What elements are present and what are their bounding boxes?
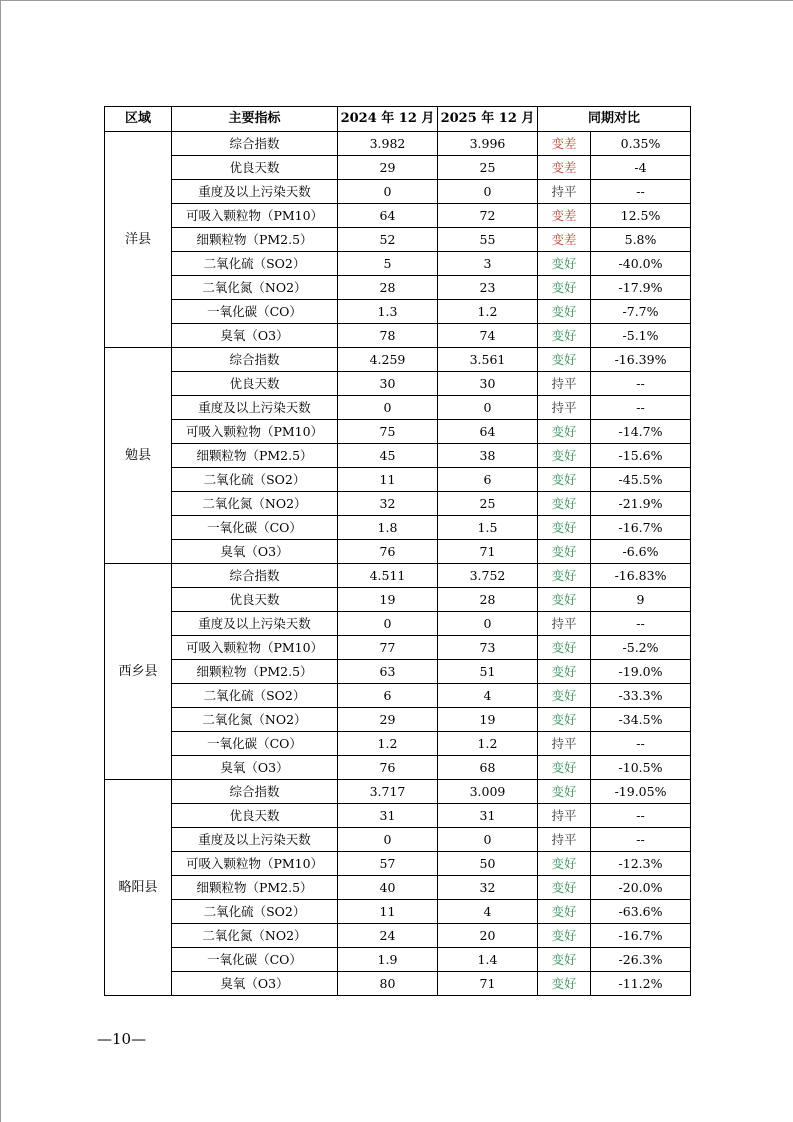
region-name: 勉县 — [105, 348, 172, 564]
change-value: -45.5% — [591, 468, 691, 492]
value-2025: 64 — [438, 420, 538, 444]
trend-label: 变好 — [538, 708, 591, 732]
trend-label: 变差 — [538, 228, 591, 252]
change-value: -11.2% — [591, 972, 691, 996]
change-value: -19.05% — [591, 780, 691, 804]
trend-label: 变好 — [538, 252, 591, 276]
value-2025: 32 — [438, 876, 538, 900]
change-value: -7.7% — [591, 300, 691, 324]
header-indicator: 主要指标 — [172, 107, 338, 132]
change-value: 5.8% — [591, 228, 691, 252]
table-row — [105, 660, 691, 684]
table-row — [105, 348, 691, 372]
value-2025: 3 — [438, 252, 538, 276]
change-value: -- — [591, 732, 691, 756]
change-value: -16.7% — [591, 924, 691, 948]
change-value: -6.6% — [591, 540, 691, 564]
page-edge-top — [0, 0, 793, 1]
table-row — [105, 540, 691, 564]
value-2024: 28 — [338, 276, 438, 300]
trend-label: 变好 — [538, 972, 591, 996]
table-row — [105, 300, 691, 324]
change-value: -14.7% — [591, 420, 691, 444]
trend-label: 变好 — [538, 276, 591, 300]
indicator-name: 优良天数 — [172, 372, 338, 396]
table-row — [105, 516, 691, 540]
value-2025: 25 — [438, 492, 538, 516]
table-row — [105, 444, 691, 468]
trend-label: 变好 — [538, 300, 591, 324]
indicator-name: 可吸入颗粒物（PM10） — [172, 852, 338, 876]
indicator-name: 综合指数 — [172, 780, 338, 804]
change-value: -- — [591, 396, 691, 420]
table-row — [105, 564, 691, 588]
trend-label: 变好 — [538, 564, 591, 588]
change-value: -- — [591, 372, 691, 396]
change-value: 9 — [591, 588, 691, 612]
trend-label: 变好 — [538, 660, 591, 684]
trend-label: 变好 — [538, 588, 591, 612]
value-2024: 6 — [338, 684, 438, 708]
change-value: -26.3% — [591, 948, 691, 972]
trend-label: 变差 — [538, 156, 591, 180]
header-2024-dec: 2024 年 12 月 — [338, 107, 438, 132]
value-2025: 6 — [438, 468, 538, 492]
table-row — [105, 972, 691, 996]
value-2025: 4 — [438, 900, 538, 924]
value-2025: 1.4 — [438, 948, 538, 972]
change-value: -5.1% — [591, 324, 691, 348]
indicator-name: 臭氧（O3） — [172, 540, 338, 564]
value-2024: 1.3 — [338, 300, 438, 324]
value-2024: 4.259 — [338, 348, 438, 372]
trend-label: 变好 — [538, 444, 591, 468]
value-2025: 3.752 — [438, 564, 538, 588]
trend-label: 变好 — [538, 540, 591, 564]
indicator-name: 臭氧（O3） — [172, 756, 338, 780]
indicator-name: 臭氧（O3） — [172, 324, 338, 348]
value-2024: 45 — [338, 444, 438, 468]
indicator-name: 一氧化碳（CO） — [172, 948, 338, 972]
value-2025: 38 — [438, 444, 538, 468]
table-row — [105, 732, 691, 756]
value-2024: 64 — [338, 204, 438, 228]
table-row — [105, 324, 691, 348]
value-2024: 29 — [338, 708, 438, 732]
value-2025: 1.5 — [438, 516, 538, 540]
value-2024: 77 — [338, 636, 438, 660]
value-2025: 71 — [438, 540, 538, 564]
value-2024: 1.9 — [338, 948, 438, 972]
change-value: -20.0% — [591, 876, 691, 900]
table-row — [105, 756, 691, 780]
indicator-name: 综合指数 — [172, 132, 338, 156]
change-value: -16.39% — [591, 348, 691, 372]
indicator-name: 一氧化碳（CO） — [172, 300, 338, 324]
value-2024: 11 — [338, 900, 438, 924]
table-row — [105, 420, 691, 444]
value-2024: 0 — [338, 828, 438, 852]
header-yoy-comparison: 同期对比 — [538, 107, 691, 132]
change-value: -12.3% — [591, 852, 691, 876]
trend-label: 变好 — [538, 516, 591, 540]
change-value: -- — [591, 828, 691, 852]
region-name: 西乡县 — [105, 564, 172, 780]
indicator-name: 重度及以上污染天数 — [172, 612, 338, 636]
indicator-name: 重度及以上污染天数 — [172, 180, 338, 204]
indicator-name: 优良天数 — [172, 588, 338, 612]
value-2024: 63 — [338, 660, 438, 684]
table-row — [105, 780, 691, 804]
table-row — [105, 828, 691, 852]
table-row — [105, 588, 691, 612]
change-value: -4 — [591, 156, 691, 180]
trend-label: 变好 — [538, 684, 591, 708]
table-row — [105, 180, 691, 204]
indicator-name: 一氧化碳（CO） — [172, 732, 338, 756]
change-value: -40.0% — [591, 252, 691, 276]
indicator-name: 二氧化硫（SO2） — [172, 684, 338, 708]
trend-label: 持平 — [538, 804, 591, 828]
value-2025: 0 — [438, 612, 538, 636]
table-header-row — [105, 107, 691, 132]
change-value: -34.5% — [591, 708, 691, 732]
trend-label: 持平 — [538, 180, 591, 204]
change-value: -- — [591, 612, 691, 636]
header-2025-dec: 2025 年 12 月 — [438, 107, 538, 132]
trend-label: 变好 — [538, 492, 591, 516]
change-value: -19.0% — [591, 660, 691, 684]
trend-label: 变好 — [538, 636, 591, 660]
trend-label: 变好 — [538, 924, 591, 948]
value-2024: 29 — [338, 156, 438, 180]
indicator-name: 细颗粒物（PM2.5） — [172, 876, 338, 900]
trend-label: 变差 — [538, 204, 591, 228]
air-quality-comparison-table — [104, 106, 691, 996]
value-2025: 3.996 — [438, 132, 538, 156]
indicator-name: 二氧化氮（NO2） — [172, 924, 338, 948]
page-edge-left — [0, 0, 1, 1122]
region-name: 略阳县 — [105, 780, 172, 996]
trend-label: 变好 — [538, 852, 591, 876]
value-2025: 30 — [438, 372, 538, 396]
change-value: -33.3% — [591, 684, 691, 708]
table-row — [105, 492, 691, 516]
value-2024: 32 — [338, 492, 438, 516]
value-2025: 72 — [438, 204, 538, 228]
value-2025: 1.2 — [438, 300, 538, 324]
trend-label: 持平 — [538, 732, 591, 756]
table-row — [105, 132, 691, 156]
indicator-name: 优良天数 — [172, 804, 338, 828]
value-2024: 31 — [338, 804, 438, 828]
value-2025: 4 — [438, 684, 538, 708]
table-row — [105, 900, 691, 924]
header-region: 区域 — [105, 107, 172, 132]
trend-label: 变好 — [538, 900, 591, 924]
trend-label: 变好 — [538, 780, 591, 804]
value-2024: 52 — [338, 228, 438, 252]
trend-label: 持平 — [538, 396, 591, 420]
table-row — [105, 372, 691, 396]
table-row — [105, 396, 691, 420]
indicator-name: 臭氧（O3） — [172, 972, 338, 996]
value-2024: 78 — [338, 324, 438, 348]
indicator-name: 细颗粒物（PM2.5） — [172, 660, 338, 684]
indicator-name: 二氧化硫（SO2） — [172, 468, 338, 492]
value-2025: 0 — [438, 396, 538, 420]
trend-label: 变差 — [538, 132, 591, 156]
change-value: 12.5% — [591, 204, 691, 228]
value-2024: 0 — [338, 180, 438, 204]
table-row — [105, 636, 691, 660]
value-2024: 57 — [338, 852, 438, 876]
region-name: 洋县 — [105, 132, 172, 348]
indicator-name: 二氧化氮（NO2） — [172, 492, 338, 516]
change-value: -10.5% — [591, 756, 691, 780]
value-2024: 0 — [338, 396, 438, 420]
indicator-name: 二氧化硫（SO2） — [172, 252, 338, 276]
value-2024: 5 — [338, 252, 438, 276]
value-2025: 51 — [438, 660, 538, 684]
value-2025: 20 — [438, 924, 538, 948]
table-row — [105, 228, 691, 252]
indicator-name: 二氧化硫（SO2） — [172, 900, 338, 924]
value-2025: 74 — [438, 324, 538, 348]
value-2025: 0 — [438, 180, 538, 204]
table-row — [105, 948, 691, 972]
value-2025: 28 — [438, 588, 538, 612]
value-2025: 71 — [438, 972, 538, 996]
table-row — [105, 204, 691, 228]
change-value: -- — [591, 804, 691, 828]
value-2025: 73 — [438, 636, 538, 660]
value-2025: 19 — [438, 708, 538, 732]
change-value: -15.6% — [591, 444, 691, 468]
trend-label: 变好 — [538, 876, 591, 900]
value-2025: 3.009 — [438, 780, 538, 804]
change-value: -16.83% — [591, 564, 691, 588]
change-value: -63.6% — [591, 900, 691, 924]
value-2024: 0 — [338, 612, 438, 636]
value-2024: 4.511 — [338, 564, 438, 588]
change-value: -17.9% — [591, 276, 691, 300]
indicator-name: 细颗粒物（PM2.5） — [172, 444, 338, 468]
change-value: -21.9% — [591, 492, 691, 516]
trend-label: 持平 — [538, 612, 591, 636]
value-2025: 0 — [438, 828, 538, 852]
value-2024: 40 — [338, 876, 438, 900]
indicator-name: 一氧化碳（CO） — [172, 516, 338, 540]
trend-label: 变好 — [538, 324, 591, 348]
trend-label: 变好 — [538, 468, 591, 492]
change-value: 0.35% — [591, 132, 691, 156]
value-2024: 3.982 — [338, 132, 438, 156]
indicator-name: 优良天数 — [172, 156, 338, 180]
trend-label: 持平 — [538, 372, 591, 396]
value-2024: 76 — [338, 756, 438, 780]
table-row — [105, 684, 691, 708]
value-2025: 3.561 — [438, 348, 538, 372]
value-2025: 25 — [438, 156, 538, 180]
value-2025: 23 — [438, 276, 538, 300]
value-2024: 76 — [338, 540, 438, 564]
value-2025: 50 — [438, 852, 538, 876]
table-row — [105, 924, 691, 948]
table-row — [105, 252, 691, 276]
value-2025: 31 — [438, 804, 538, 828]
indicator-name: 综合指数 — [172, 348, 338, 372]
trend-label: 变好 — [538, 756, 591, 780]
value-2024: 1.8 — [338, 516, 438, 540]
indicator-name: 重度及以上污染天数 — [172, 396, 338, 420]
table-row — [105, 804, 691, 828]
indicator-name: 二氧化氮（NO2） — [172, 708, 338, 732]
table-row — [105, 852, 691, 876]
value-2024: 19 — [338, 588, 438, 612]
value-2025: 68 — [438, 756, 538, 780]
value-2024: 24 — [338, 924, 438, 948]
change-value: -- — [591, 180, 691, 204]
table-row — [105, 156, 691, 180]
value-2025: 55 — [438, 228, 538, 252]
table-row — [105, 612, 691, 636]
trend-label: 持平 — [538, 828, 591, 852]
trend-label: 变好 — [538, 348, 591, 372]
value-2025: 1.2 — [438, 732, 538, 756]
indicator-name: 重度及以上污染天数 — [172, 828, 338, 852]
trend-label: 变好 — [538, 948, 591, 972]
table-row — [105, 708, 691, 732]
indicator-name: 二氧化氮（NO2） — [172, 276, 338, 300]
indicator-name: 可吸入颗粒物（PM10） — [172, 636, 338, 660]
change-value: -16.7% — [591, 516, 691, 540]
table-row — [105, 876, 691, 900]
indicator-name: 可吸入颗粒物（PM10） — [172, 204, 338, 228]
table-body — [105, 132, 691, 996]
change-value: -5.2% — [591, 636, 691, 660]
trend-label: 变好 — [538, 420, 591, 444]
value-2024: 11 — [338, 468, 438, 492]
value-2024: 80 — [338, 972, 438, 996]
indicator-name: 可吸入颗粒物（PM10） — [172, 420, 338, 444]
value-2024: 3.717 — [338, 780, 438, 804]
value-2024: 30 — [338, 372, 438, 396]
indicator-name: 细颗粒物（PM2.5） — [172, 228, 338, 252]
table-row — [105, 468, 691, 492]
value-2024: 75 — [338, 420, 438, 444]
indicator-name: 综合指数 — [172, 564, 338, 588]
table-row — [105, 276, 691, 300]
page-number: —10— — [97, 1030, 147, 1048]
value-2024: 1.2 — [338, 732, 438, 756]
